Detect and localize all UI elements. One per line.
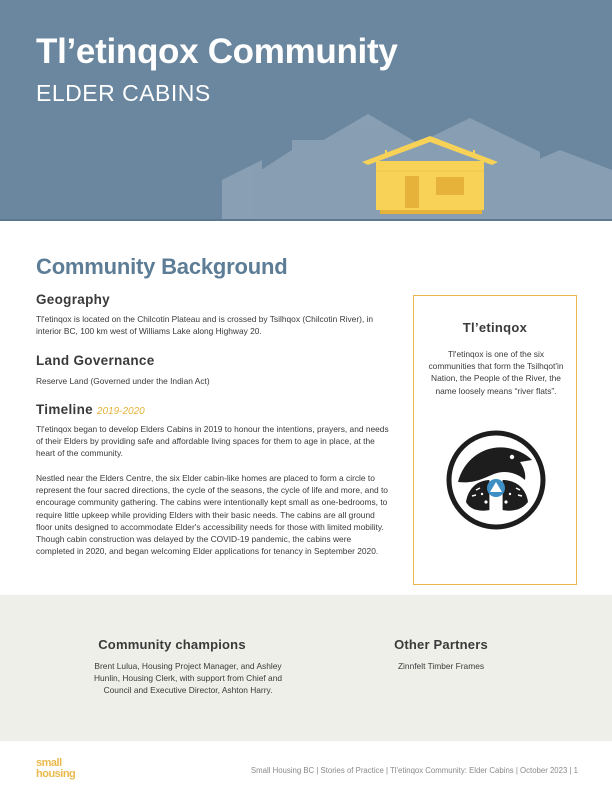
champions-band bbox=[0, 595, 612, 741]
community-sidebar bbox=[413, 295, 577, 585]
logo-line-small: small bbox=[36, 757, 62, 769]
sidebar-title: Tl’etinqox bbox=[462, 320, 528, 335]
timeline-paragraph-2: Nestled near the Elders Centre, the six Elder cabin-like homes are placed to form a circle to represent the four sacred directions, the cycle of the seasons, the cycle of life and more, and to encourage community gathering. The cabins were intentionally kept small as one-bedrooms, to require little upkeep while providing Elders with their basic needs. The cabins are all ground floor units designed to accommodate Elder's accessibility needs for those with limited mobility. Though cabin construction was delayed by the COVID-19 pandemic, the cabins were completed in 2020, and began welcoming Elder applications for tenancy in September 2020. bbox=[36, 473, 388, 557]
timeline-heading bbox=[36, 402, 145, 417]
timeline-years: 2019-2020 bbox=[96, 406, 145, 417]
champions-text: Brent Lulua, Housing Project Manager, and Ashley Hunlin, Housing Clerk, with support from Chief and Council and Executive Director, Ashton Harry. bbox=[93, 661, 283, 696]
partners-title: Other Partners bbox=[394, 637, 488, 652]
small-housing-logo bbox=[36, 758, 75, 780]
header-banner bbox=[0, 0, 612, 221]
logo-line-housing: housing bbox=[36, 768, 76, 780]
champions-title: Community champions bbox=[98, 637, 246, 652]
land-governance-text: Reserve Land (Governed under the Indian Act) bbox=[36, 376, 210, 386]
timeline-heading-label: Timeline bbox=[36, 402, 93, 417]
sidebar-text: Tl'etinqox is one of the six communities that form the Tsilhqot'in Nation, the People of the River, the name loosely means “river flats”. bbox=[428, 349, 564, 396]
section-title: Community Background bbox=[36, 254, 288, 279]
land-governance-heading: Land Governance bbox=[36, 353, 155, 368]
page-subtitle: ELDER CABINS bbox=[36, 80, 211, 106]
timeline-paragraph-1: Tl'etinqox began to develop Elders Cabins in 2019 to honour the intentions, prayers, and needs of their Elders by providing safe and affordable living spaces for them to age in place, at the heart of the community. bbox=[36, 424, 389, 459]
raven-hands-emblem-icon bbox=[446, 430, 546, 530]
geography-heading: Geography bbox=[36, 292, 110, 307]
partners-text: Zinnfelt Timber Frames bbox=[397, 661, 485, 671]
geography-text: Tl'etinqox is located on the Chilcotin Plateau and is crossed by Tsilhqox (Chilcotin River), in interior BC, 100 km west of Williams Lake along Highway 20. bbox=[36, 314, 374, 337]
page-title: Tl’etinqox Community bbox=[36, 32, 398, 71]
footer-text: Small Housing BC | Stories of Practice | Tl'etinqox Community: Elder Cabins | October 2023 | 1 bbox=[250, 766, 578, 775]
